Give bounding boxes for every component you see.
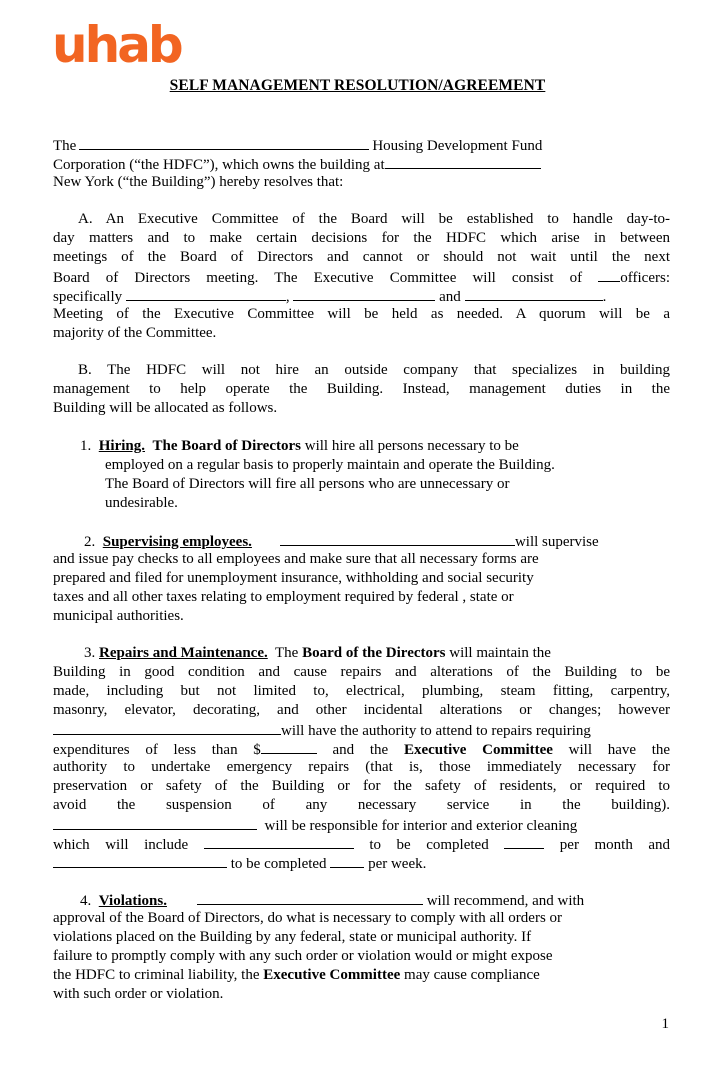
violations-responsible-blank[interactable] — [197, 890, 423, 905]
section-a-line-7: majority of the Committee. — [53, 325, 217, 341]
item-4-line-4: failure to promptly comply with any such order or violation would or might expose — [53, 948, 553, 964]
item-2-heading: Supervising employees. — [102, 534, 252, 550]
item-3-line-11: which will include to be completed per month and — [53, 834, 670, 855]
uhab-logo — [52, 22, 192, 68]
item-3-line-3: made, including but not limited to, electrical, plumbing, steam fitting, carpentry, — [53, 683, 670, 699]
item-2-line-3: prepared and filed for unemployment insurance, withholding and social security — [53, 570, 534, 586]
item-1-line-2: employed on a regular basis to properly maintain and operate the Building. — [105, 457, 555, 473]
item-4-line-2: approval of the Board of Directors, do what is necessary to comply with all orders or — [53, 910, 563, 926]
item-4-heading: Violations. — [98, 893, 167, 909]
item-2-line-4: taxes and all other taxes relating to employment required by federal , state or — [53, 589, 514, 605]
document-title: SELF MANAGEMENT RESOLUTION/AGREEMENT — [169, 77, 546, 94]
section-b-line-2: management to help operate the Building. Instead, management duties in the — [53, 381, 670, 397]
officer-1-blank[interactable] — [126, 286, 286, 301]
supervisor-blank[interactable] — [280, 531, 515, 546]
cleaning-tasks-blank[interactable] — [204, 834, 354, 849]
item-1-line-3: The Board of Directors will fire all persons who are unnecessary or — [105, 476, 510, 492]
officer-2-blank[interactable] — [293, 286, 435, 301]
section-b-line-3: Building will be allocated as follows. — [53, 400, 278, 416]
item-3-line-8: preservation or safety of the Building or for the safety of residents, or required to — [53, 778, 670, 794]
item-1-line-1: 1. Hiring. The Board of Directors will hire all persons necessary to be — [80, 438, 519, 454]
item-3-line-4: masonry, elevator, decorating, and other incidental alterations or changes; however — [53, 702, 670, 718]
cleaning-responsible-blank[interactable] — [53, 815, 257, 830]
item-4-line-5: the HDFC to criminal liability, the Executive Committee may cause compliance — [53, 967, 540, 983]
section-a-line-5: specifically , and . — [53, 286, 606, 307]
building-address-blank[interactable] — [385, 154, 541, 169]
page-number: 1 — [661, 1016, 669, 1032]
item-2-line-1: 2. Supervising employees. will supervise — [84, 531, 599, 552]
hdfc-name-blank[interactable] — [79, 135, 369, 150]
item-3-line-1: 3. Repairs and Maintenance. The Board of the Directors will maintain the — [84, 645, 551, 661]
section-a-line-1: A. An Executive Committee of the Board will be established to handle day-to- — [78, 211, 670, 227]
expenditure-limit-blank[interactable] — [261, 739, 317, 754]
item-3-heading: Repairs and Maintenance. — [99, 645, 268, 661]
item-4-line-3: violations placed on the Building by any federal, state or municipal authority. If — [53, 929, 532, 945]
item-4-line-1: 4. Violations. will recommend, and with — [80, 890, 584, 911]
section-a-line-6: Meeting of the Executive Committee will be held as needed. A quorum will be a — [53, 306, 670, 322]
logo-text: uhab — [52, 22, 181, 68]
item-3-line-12: to be completed per week. — [53, 853, 426, 874]
weekly-count-blank[interactable] — [330, 853, 364, 868]
item-3-line-7: authority to undertake emergency repairs (that is, those immediately necessary for — [53, 759, 670, 775]
section-a-line-4: Board of Directors meeting. The Executive Committee will consist of officers: — [53, 267, 670, 288]
item-1-line-4: undesirable. — [105, 495, 178, 511]
item-3-line-2: Building in good condition and cause repairs and alterations of the Building to be — [53, 664, 670, 680]
item-3-line-6: expenditures of less than $ and the Executive Committee will have the — [53, 739, 670, 760]
item-3-line-5: will have the authority to attend to repairs requiring — [53, 720, 591, 741]
intro-line-2: Corporation (“the HDFC”), which owns the building at — [53, 154, 541, 175]
intro-line-1: The Housing Development Fund — [53, 135, 542, 156]
officer-count-blank[interactable] — [598, 267, 620, 282]
item-1-heading: Hiring. — [98, 438, 146, 454]
item-2-line-2: and issue pay checks to all employees and make sure that all necessary forms are — [53, 551, 539, 567]
officer-3-blank[interactable] — [465, 286, 603, 301]
section-b-line-1: B. The HDFC will not hire an outside company that specializes in building — [78, 362, 670, 378]
section-a-line-3: meetings of the Board of Directors and cannot or should not wait until the next — [53, 249, 670, 265]
item-4-line-6: with such order or violation. — [53, 986, 224, 1002]
item-2-line-5: municipal authorities. — [53, 608, 184, 624]
monthly-count-blank[interactable] — [504, 834, 544, 849]
repair-authority-blank[interactable] — [53, 720, 281, 735]
item-3-line-10: will be responsible for interior and exterior cleaning — [53, 815, 577, 836]
item-3-line-9: avoid the suspension of any necessary service in the building). — [53, 797, 670, 813]
section-a-line-2: day matters and to make certain decisions for the HDFC which arise in between — [53, 230, 670, 246]
intro-line-3: New York (“the Building”) hereby resolves that: — [53, 174, 344, 190]
weekly-tasks-blank[interactable] — [53, 853, 227, 868]
